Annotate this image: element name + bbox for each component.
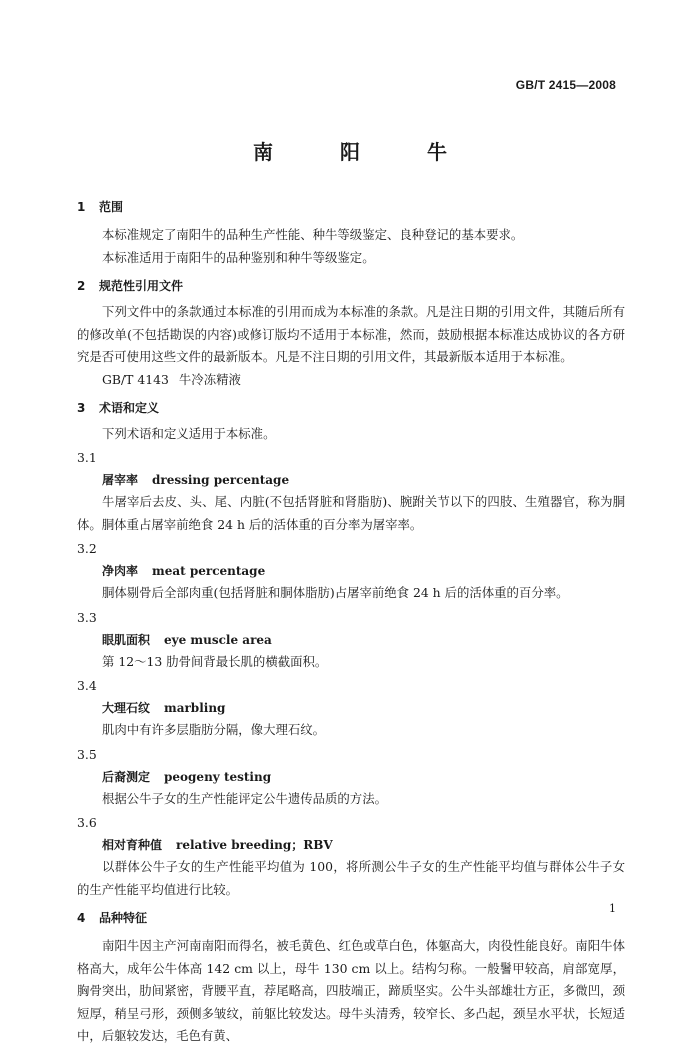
term-cn: 屠宰率 bbox=[102, 473, 139, 487]
section-title: 术语和定义 bbox=[99, 400, 160, 415]
term-heading bbox=[77, 560, 625, 582]
term-definition: 以群体公牛子女的生产性能平均值为 100，将所测公牛子女的生产性能平均值与群体公牛子女的生产性能平均值进行比较。 bbox=[77, 859, 625, 897]
term-cn: 大理石纹 bbox=[102, 701, 151, 715]
section-title: 品种特征 bbox=[99, 911, 148, 925]
paragraph: 南阳牛因主产河南南阳而得名，被毛黄色、红色或草白色，体躯高大，肉役性能良好。南阳牛体格高大，成年公牛体高 142 cm 以上，母牛 130 cm 以上。结构匀称。一般鬐甲较高，肩部宽厚，胸骨突出，肋间紧密，背腰平直，荐尾略高，四肢端正，蹄质坚实。公牛头部雄壮方正，多微凹，颈短厚，稍呈弓形，颈侧多皱纹，前躯比较发达。母牛头清秀，较窄长、多凸起，颈呈水平状，长短适中，后躯较发达，毛色有黄、 bbox=[77, 938, 625, 1043]
section-title: 规范性引用文件 bbox=[99, 279, 184, 293]
normative-reference bbox=[77, 369, 625, 391]
term-entry bbox=[77, 607, 625, 674]
section-number: 4 bbox=[77, 911, 86, 925]
section-number: 1 bbox=[77, 200, 86, 214]
term-en: peogeny testing bbox=[164, 769, 272, 784]
term-en: eye muscle area bbox=[164, 632, 272, 647]
section-number: 3 bbox=[77, 400, 86, 415]
reference-title: 牛冷冻精液 bbox=[178, 371, 241, 387]
term-heading bbox=[77, 469, 625, 491]
term-definition: 第 12～13 肋骨间背最长肌的横截面积。 bbox=[102, 653, 328, 669]
term-heading bbox=[77, 697, 625, 719]
term-definition: 胴体剔骨后全部肉重(包括肾脏和胴体脂肪)占屠宰前绝食 24 h 后的活体重的百分率。 bbox=[102, 585, 569, 600]
section-number: 2 bbox=[77, 279, 86, 293]
term-en: relative breeding；RBV bbox=[176, 838, 333, 852]
section-heading bbox=[77, 196, 625, 218]
term-definition: 肌肉中有许多层脂肪分隔，像大理石纹。 bbox=[102, 722, 326, 737]
term-entry bbox=[77, 675, 625, 742]
term-cn: 眼肌面积 bbox=[102, 632, 151, 647]
term-definition: 根据公牛子女的生产性能评定公牛遗传品质的方法。 bbox=[102, 790, 387, 806]
page-title: 南 阳 牛 bbox=[253, 140, 477, 164]
term-entry bbox=[77, 538, 625, 605]
term-heading bbox=[77, 834, 625, 856]
section-heading bbox=[77, 397, 625, 419]
paragraph: 下列文件中的条款通过本标准的引用而成为本标准的条款。凡是注日期的引用文件，其随后所有的修改单(不包括勘误的内容)或修订版均不适用于本标准，然而，鼓励根据本标准达成协议的各方研究是否可使用这些文件的最新版本。凡是不注日期的引用文件，其最新版本适用于本标准。 bbox=[77, 304, 625, 364]
term-entry bbox=[77, 447, 625, 536]
paragraph: 本标准适用于南阳牛的品种鉴别和种牛等级鉴定。 bbox=[102, 249, 375, 265]
page-number: 1 bbox=[609, 902, 616, 915]
term-entry bbox=[77, 812, 625, 901]
term-number: 3.6 bbox=[77, 815, 97, 830]
term-en: dressing percentage bbox=[152, 473, 290, 487]
term-number: 3.4 bbox=[77, 678, 97, 693]
reference-code: GB/T 4143 bbox=[102, 371, 169, 387]
section-title: 范围 bbox=[99, 200, 124, 214]
paragraph: 下列术语和定义适用于本标准。 bbox=[102, 425, 276, 441]
term-number: 3.5 bbox=[77, 746, 97, 762]
paragraph: 本标准规定了南阳牛的品种生产性能、种牛等级鉴定、良种登记的基本要求。 bbox=[102, 227, 524, 242]
section-heading bbox=[77, 907, 625, 929]
term-heading bbox=[77, 629, 625, 651]
term-heading bbox=[77, 766, 625, 788]
term-cn: 后裔测定 bbox=[102, 769, 151, 784]
term-cn: 相对育种值 bbox=[102, 838, 163, 852]
section-heading bbox=[77, 275, 625, 297]
term-cn: 净肉率 bbox=[102, 564, 139, 578]
term-en: meat percentage bbox=[152, 564, 266, 578]
term-number: 3.1 bbox=[77, 450, 97, 465]
term-en: marbling bbox=[164, 701, 226, 715]
document-body bbox=[77, 196, 625, 1048]
standard-code: GB/T 2415—2008 bbox=[515, 78, 616, 92]
term-number: 3.3 bbox=[77, 609, 97, 625]
term-definition: 牛屠宰后去皮、头、尾、内脏(不包括肾脏和肾脂肪)、腕跗关节以下的四肢、生殖器官，称为胴体。胴体重占屠宰前绝食 24 h 后的活体重的百分率为屠宰率。 bbox=[77, 494, 625, 532]
term-number: 3.2 bbox=[77, 541, 97, 556]
term-entry bbox=[77, 744, 625, 811]
